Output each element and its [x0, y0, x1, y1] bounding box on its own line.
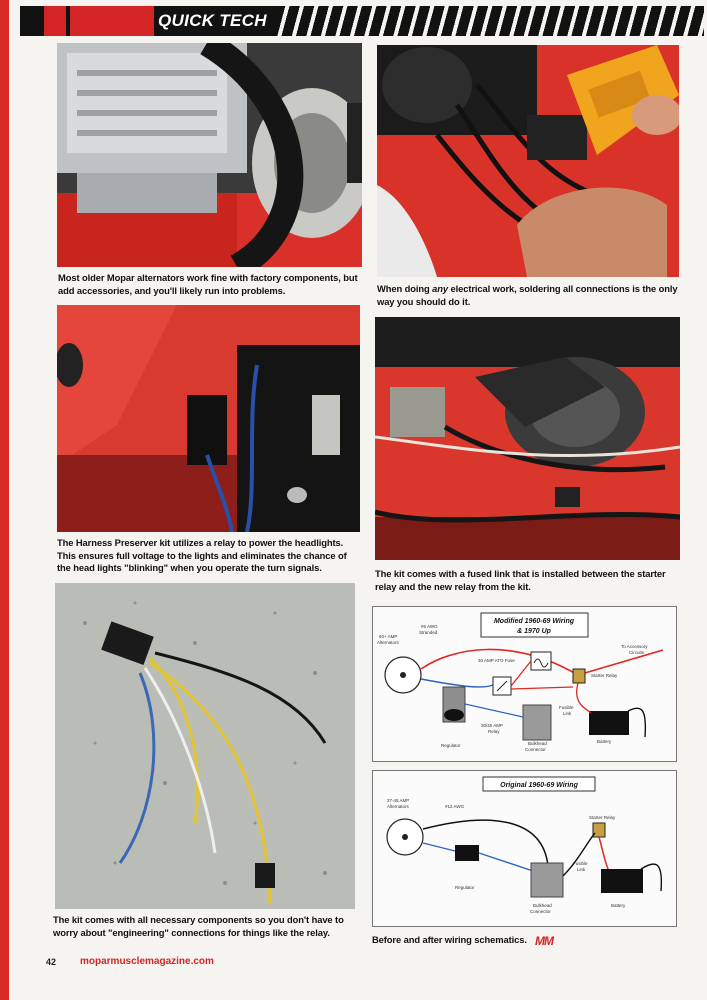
label-link: Link	[563, 711, 572, 716]
label-bulkhead: Bulkhead	[528, 741, 547, 746]
caption-schematics: Before and after wiring schematics.	[372, 934, 527, 945]
schematic-original-title: Original 1960-69 Wiring	[500, 782, 578, 789]
header-stripes	[275, 6, 704, 36]
label-fuse: 30 AMP ATO Fuse	[478, 658, 515, 663]
photo-alternator	[57, 43, 362, 267]
schematic-modified-title-1: Modified 1960-69 Wiring	[493, 618, 575, 625]
label-awg-stranded: Stranded	[419, 630, 438, 635]
label-awg-orig: #12 AWG	[445, 804, 465, 809]
caption-harness-kit: The kit comes with all necessary components so you don't have to worry about "engineering" connections for things like the relay.	[53, 914, 344, 938]
label-battery-orig: Battery	[611, 903, 626, 908]
label-relay-amp: 30/40 AMP	[481, 723, 504, 728]
label-circuits: Circuits	[629, 650, 645, 655]
schematic-modified-title-2: & 1970 Up	[517, 628, 551, 635]
page-number: 42	[46, 957, 57, 967]
label-alt-amp: 60+ AMP	[379, 634, 398, 639]
label-fusible-orig: Fusible	[573, 861, 588, 866]
label-bulkhead-orig: Bulkhead	[533, 903, 552, 908]
label-link-orig: Link	[577, 867, 586, 872]
caption-fused-link: The kit comes with a fused link that is installed between the starter relay and the new relay from the kit.	[375, 568, 666, 592]
photo-soldering	[377, 45, 679, 277]
page-edge-stripe	[0, 0, 9, 1000]
website-link[interactable]: moparmusclemagazine.com	[80, 956, 214, 967]
photo-fused-link	[375, 317, 680, 560]
caption-soldering-pre: When doing	[377, 283, 433, 294]
photo-relay	[57, 305, 360, 532]
label-connector-orig: Connector	[530, 909, 551, 914]
label-relay: Relay	[488, 729, 500, 734]
photo-harness-kit	[55, 583, 355, 909]
label-starter-relay-orig: Starter Relay	[589, 815, 616, 820]
label-awg: #6 AWG	[421, 624, 438, 629]
label-regulator-orig: Regulator	[455, 885, 475, 890]
schematic-original	[372, 770, 677, 927]
mm-logo: MM	[535, 934, 553, 948]
label-regulator: Regulator	[441, 743, 461, 748]
label-alt-name-orig: Alternators	[387, 804, 409, 809]
caption-alternator: Most older Mopar alternators work fine with factory components, but add accessories, and you'll likely run into problems.	[58, 272, 358, 296]
caption-soldering	[377, 283, 682, 308]
label-accessory: To Accessory	[621, 644, 648, 649]
label-fusible: Fusible	[559, 705, 574, 710]
caption-soldering-post: electrical work, soldering all connections is the only way you should do it.	[377, 283, 678, 307]
label-battery: Battery	[597, 739, 612, 744]
label-connector: Connector	[525, 747, 546, 752]
section-header	[20, 6, 704, 36]
schematic-modified	[372, 606, 677, 762]
label-starter-relay: Starter Relay	[591, 673, 618, 678]
label-alt-amp-orig: 37-45 AMP	[387, 798, 410, 803]
caption-soldering-emphasis: any	[432, 283, 448, 294]
header-accent-block	[44, 6, 66, 36]
caption-relay: The Harness Preserver kit utilizes a relay to power the headlights. This ensures full voltage to the lights and eliminates the chance of the head lights "blinking" when you operate the turn signals.	[57, 537, 347, 573]
section-title: QUICK TECH	[158, 11, 267, 30]
header-accent-block-2	[70, 6, 154, 36]
label-alt-name: Alternators	[377, 640, 399, 645]
